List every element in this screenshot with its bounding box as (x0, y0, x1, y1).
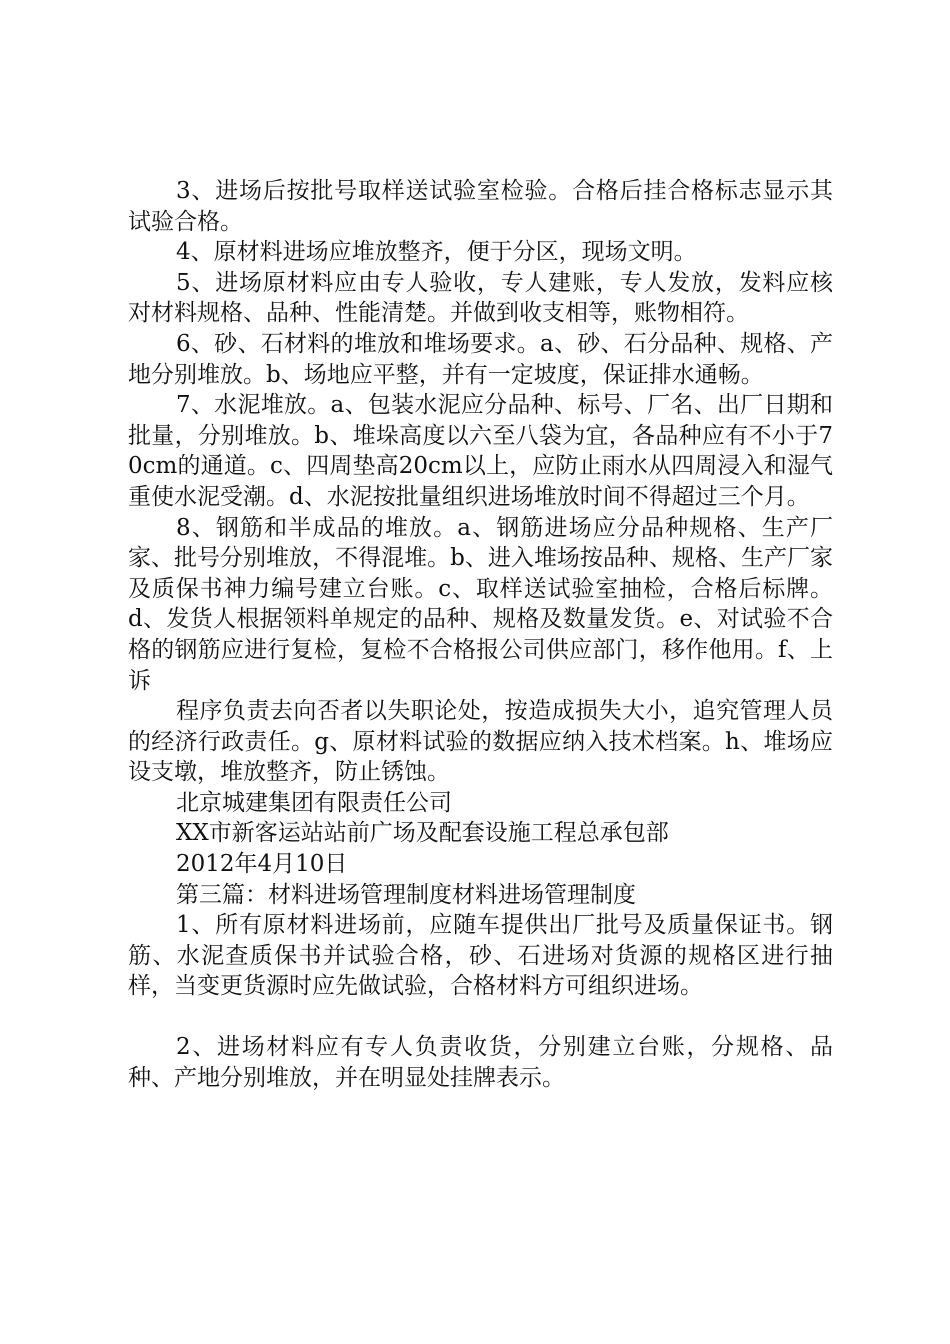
paragraph-item-8: 8、钢筋和半成品的堆放。a、钢筋进场应分品种规格、生产厂家、批号分别堆放，不得混堆。b、进入堆场按品种、规格、生产厂家及质保书神力编号建立台账。c、取样送试验室抽检，合格后标牌。d、发货人根据领料单规定的品种、规格及数量发货。e、对试验不合格的钢筋应进行复检，复检不合格报公司供应部门，移作他用。f、上诉 (128, 514, 833, 694)
document-body (128, 176, 833, 1093)
paragraph-item-4: 4、原材料进场应堆放整齐，便于分区，现场文明。 (176, 239, 697, 266)
paragraph-item-1: 1、所有原材料进场前，应随车提供出厂批号及质量保证书。钢筋、水泥查质保书并试验合格，砂、石进场对货源的规格区进行抽样，当变更货源时应先做试验，合格材料方可组织进场。 (128, 912, 833, 1000)
paragraph-continuation: 程序负责去向否者以失职论处，按造成损失大小，追究管理人员的经济行政责任。g、原材料试验的数据应纳入技术档案。h、堆场应设支墩，堆放整齐，防止锈蚀。 (128, 698, 833, 786)
paragraph-item-6: 6、砂、石材料的堆放和堆场要求。a、砂、石分品种、规格、产地分别堆放。b、场地应平整，并有一定坡度，保证排水通畅。 (128, 330, 833, 388)
department-name: XX市新客运站站前广场及配套设施工程总承包部 (176, 820, 669, 847)
paragraph-item-5: 5、进场原材料应由专人验收，专人建账，专人发放，发料应核对材料规格、品种、性能清楚。并做到收支相等，账物相符。 (128, 269, 833, 327)
paragraph-spacer (128, 1002, 833, 1032)
paragraph-item-7: 7、水泥堆放。a、包装水泥应分品种、标号、厂名、出厂日期和批量，分别堆放。b、堆垛高度以六至八袋为宜，各品种应有不小于70cm的通道。c、四周垫高20cm以上，应防止雨水从四周浸入和湿气重使水泥受潮。d、水泥按批量组织进场堆放时间不得超过三个月。 (128, 392, 833, 510)
document-date: 2012年4月10日 (176, 851, 348, 878)
company-name: 北京城建集团有限责任公司 (176, 789, 452, 816)
paragraph-item-3: 3、进场后按批号取样送试验室检验。合格后挂合格标志显示其试验合格。 (128, 178, 833, 235)
section-heading: 第三篇：材料进场管理制度材料进场管理制度 (176, 881, 636, 908)
paragraph-item-2: 2、进场材料应有专人负责收货，分别建立台账，分规格、品种、产地分别堆放，并在明显处挂牌表示。 (128, 1034, 833, 1091)
